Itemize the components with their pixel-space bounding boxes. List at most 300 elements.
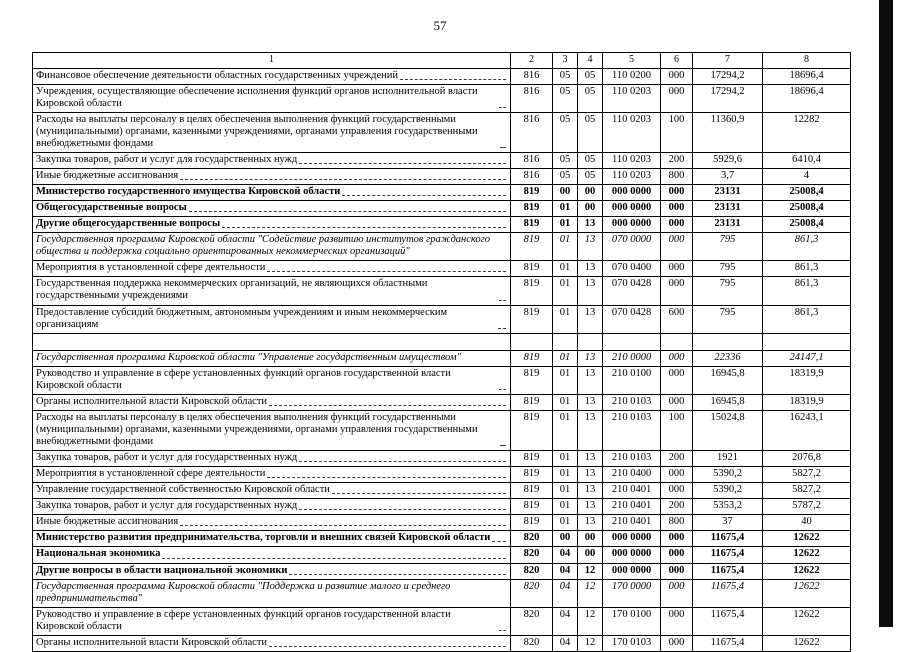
row-value-cell: 861,3	[763, 233, 851, 261]
row-value-cell: 13	[578, 410, 603, 450]
row-value-cell: 18319,9	[763, 394, 851, 410]
row-value-cell: 820	[511, 607, 553, 635]
table-row	[33, 201, 851, 217]
row-value-cell: 4	[763, 168, 851, 184]
row-value-cell: 00	[578, 547, 603, 563]
row-name-cell	[33, 233, 511, 261]
table-row	[33, 635, 851, 651]
row-value-cell: 070 0428	[603, 305, 661, 333]
row-value-cell: 5353,2	[693, 499, 763, 515]
row-value-cell: 819	[511, 483, 553, 499]
row-value-cell: 12622	[763, 607, 851, 635]
table-row	[33, 607, 851, 635]
row-value-cell: 819	[511, 277, 553, 305]
row-name-text: Управление государственной собственностью Кировской области	[36, 484, 330, 496]
row-value-cell: 01	[553, 366, 578, 394]
row-value-cell	[693, 333, 763, 350]
table-row	[33, 531, 851, 547]
row-value-cell: 04	[553, 563, 578, 579]
column-header: 4	[578, 53, 603, 69]
row-value-cell	[603, 333, 661, 350]
row-value-cell: 13	[578, 233, 603, 261]
dash-leader	[492, 532, 506, 542]
row-value-cell: 816	[511, 84, 553, 112]
row-value-cell: 819	[511, 467, 553, 483]
column-header: 5	[603, 53, 661, 69]
dash-leader	[269, 637, 506, 647]
row-value-cell: 05	[578, 152, 603, 168]
row-value-cell: 000	[661, 233, 693, 261]
table-row	[33, 217, 851, 233]
row-value-cell: 000	[661, 483, 693, 499]
row-value-cell: 12	[578, 579, 603, 607]
row-value-cell: 11675,4	[693, 579, 763, 607]
row-value-cell: 819	[511, 185, 553, 201]
row-name-text: Государственная программа Кировской области "Содействие развитию институтов гражданского общества и поддержка социально ориентированных некоммерческих организаций"	[36, 234, 491, 258]
row-value-cell: 01	[553, 261, 578, 277]
row-value-cell: 820	[511, 531, 553, 547]
row-name-cell	[33, 410, 511, 450]
row-value-cell: 16945,8	[693, 366, 763, 394]
row-name-text: Другие вопросы в области национальной экономики	[36, 564, 288, 576]
row-value-cell: 13	[578, 350, 603, 366]
row-value-cell: 816	[511, 152, 553, 168]
row-name-text: Общегосударственные вопросы	[36, 202, 187, 214]
row-value-cell: 819	[511, 515, 553, 531]
row-name-cell	[33, 217, 511, 233]
row-value-cell: 820	[511, 547, 553, 563]
row-value-cell: 000 0000	[603, 531, 661, 547]
row-value-cell	[763, 333, 851, 350]
row-value-cell: 819	[511, 350, 553, 366]
row-value-cell: 00	[578, 531, 603, 547]
table-row	[33, 579, 851, 607]
row-value-cell: 04	[553, 547, 578, 563]
row-value-cell: 13	[578, 515, 603, 531]
row-name-text: Государственная поддержка некоммерческих организаций, не являющихся областными государственными учреждениями	[36, 278, 428, 302]
row-value-cell: 04	[553, 579, 578, 607]
dash-leader	[299, 500, 506, 510]
row-name-cell	[33, 451, 511, 467]
dash-leader	[499, 609, 506, 631]
row-value-cell: 12622	[763, 531, 851, 547]
row-value-cell: 000	[661, 277, 693, 305]
row-value-cell: 000	[661, 579, 693, 607]
row-value-cell: 13	[578, 217, 603, 233]
row-name-cell	[33, 68, 511, 84]
row-value-cell: 000	[661, 607, 693, 635]
row-value-cell: 12622	[763, 635, 851, 651]
table-row	[33, 499, 851, 515]
row-value-cell: 210 0000	[603, 350, 661, 366]
row-value-cell: 000	[661, 201, 693, 217]
row-value-cell: 820	[511, 579, 553, 607]
row-value-cell: 795	[693, 261, 763, 277]
row-name-text: Министерство развития предпринимательства, торговли и внешних связей Кировской области	[36, 532, 491, 544]
row-value-cell: 170 0103	[603, 635, 661, 651]
row-name-text: Расходы на выплаты персоналу в целях обеспечения выполнения функций государственными (муниципальными) органами, казенными учреждениями, органами управления государственными внебюджетными фондами	[36, 411, 478, 447]
row-value-cell: 13	[578, 483, 603, 499]
dash-leader	[499, 278, 506, 300]
row-value-cell: 01	[553, 350, 578, 366]
dash-leader	[299, 154, 506, 164]
row-value-cell: 000	[661, 261, 693, 277]
row-value-cell: 070 0400	[603, 261, 661, 277]
row-name-text: Органы исполнительной власти Кировской области	[36, 395, 268, 407]
row-value-cell: 2076,8	[763, 451, 851, 467]
scan-artifact-bar	[879, 0, 893, 627]
row-value-cell: 12282	[763, 112, 851, 152]
row-value-cell: 210 0103	[603, 394, 661, 410]
row-value-cell	[553, 333, 578, 350]
row-value-cell: 05	[578, 168, 603, 184]
row-value-cell: 01	[553, 467, 578, 483]
row-value-cell: 210 0401	[603, 515, 661, 531]
row-name-cell	[33, 563, 511, 579]
row-value-cell: 17294,2	[693, 68, 763, 84]
row-value-cell: 18696,4	[763, 68, 851, 84]
table-row	[33, 563, 851, 579]
row-name-cell	[33, 531, 511, 547]
row-value-cell: 04	[553, 607, 578, 635]
row-value-cell: 170 0100	[603, 607, 661, 635]
table-row	[33, 333, 851, 350]
row-value-cell: 05	[553, 152, 578, 168]
row-value-cell: 200	[661, 152, 693, 168]
row-value-cell: 819	[511, 217, 553, 233]
row-name-cell	[33, 467, 511, 483]
row-name-cell	[33, 547, 511, 563]
row-value-cell: 210 0103	[603, 451, 661, 467]
row-value-cell: 6410,4	[763, 152, 851, 168]
row-value-cell: 000	[661, 531, 693, 547]
dash-leader	[180, 170, 506, 180]
row-value-cell: 00	[578, 201, 603, 217]
row-value-cell: 16243,1	[763, 410, 851, 450]
row-value-cell: 000 0000	[603, 547, 661, 563]
row-value-cell: 13	[578, 467, 603, 483]
row-value-cell: 01	[553, 515, 578, 531]
row-value-cell: 00	[578, 185, 603, 201]
row-value-cell: 070 0428	[603, 277, 661, 305]
row-value-cell: 5390,2	[693, 467, 763, 483]
row-value-cell: 18319,9	[763, 366, 851, 394]
row-value-cell: 01	[553, 483, 578, 499]
row-value-cell: 819	[511, 410, 553, 450]
row-value-cell: 37	[693, 515, 763, 531]
row-value-cell: 23131	[693, 217, 763, 233]
row-value-cell: 11675,4	[693, 531, 763, 547]
row-name-text: Иные бюджетные ассигнования	[36, 516, 179, 528]
row-value-cell: 000	[661, 350, 693, 366]
column-header: 7	[693, 53, 763, 69]
row-name-text: Национальная экономика	[36, 548, 161, 560]
dash-leader	[162, 548, 506, 558]
row-name-text: Закупка товаров, работ и услуг для государственных нужд	[36, 500, 298, 512]
row-name-cell	[33, 277, 511, 305]
row-value-cell: 01	[553, 305, 578, 333]
row-value-cell: 11675,4	[693, 563, 763, 579]
row-value-cell: 110 0203	[603, 84, 661, 112]
table-row	[33, 483, 851, 499]
row-value-cell: 3,7	[693, 168, 763, 184]
row-value-cell: 24147,1	[763, 350, 851, 366]
row-value-cell: 100	[661, 112, 693, 152]
column-header: 2	[511, 53, 553, 69]
dash-leader	[332, 484, 506, 494]
row-value-cell: 05	[553, 84, 578, 112]
row-value-cell: 5929,6	[693, 152, 763, 168]
table-row	[33, 305, 851, 333]
table-row	[33, 515, 851, 531]
row-value-cell: 000 0000	[603, 201, 661, 217]
dash-leader	[499, 368, 506, 390]
row-value-cell: 861,3	[763, 277, 851, 305]
row-value-cell: 000 0000	[603, 563, 661, 579]
row-value-cell: 22336	[693, 350, 763, 366]
row-value-cell: 000	[661, 394, 693, 410]
row-value-cell: 13	[578, 499, 603, 515]
row-value-cell: 1921	[693, 451, 763, 467]
row-value-cell: 819	[511, 366, 553, 394]
row-value-cell: 05	[553, 168, 578, 184]
row-name-text: Расходы на выплаты персоналу в целях обеспечения выполнения функций государственными (муниципальными) органами, казенными учреждениями, органами управления государственными внебюджетными фондами	[36, 113, 478, 149]
row-name-cell	[33, 112, 511, 152]
row-name-cell	[33, 168, 511, 184]
row-value-cell: 170 0000	[603, 579, 661, 607]
table-row	[33, 394, 851, 410]
row-value-cell: 110 0203	[603, 152, 661, 168]
row-value-cell: 816	[511, 168, 553, 184]
row-value-cell: 819	[511, 305, 553, 333]
row-value-cell: 000	[661, 635, 693, 651]
row-value-cell: 01	[553, 201, 578, 217]
row-value-cell: 01	[553, 394, 578, 410]
table-row	[33, 261, 851, 277]
table-row	[33, 467, 851, 483]
row-value-cell: 861,3	[763, 261, 851, 277]
row-name-text: Финансовое обеспечение деятельности областных государственных учреждений	[36, 69, 399, 81]
row-value-cell: 5827,2	[763, 467, 851, 483]
column-header: 8	[763, 53, 851, 69]
row-value-cell: 000	[661, 547, 693, 563]
row-value-cell: 13	[578, 451, 603, 467]
row-value-cell: 800	[661, 515, 693, 531]
row-value-cell: 05	[553, 112, 578, 152]
row-value-cell: 17294,2	[693, 84, 763, 112]
row-value-cell	[661, 333, 693, 350]
row-value-cell: 110 0203	[603, 168, 661, 184]
dash-leader	[500, 412, 506, 446]
row-name-text: Государственная программа Кировской области "Управление государственным имуществом"	[36, 351, 461, 363]
row-name-text: Учреждения, осуществляющие обеспечение исполнения функций органов исполнительной власти Кировской области	[36, 85, 478, 109]
row-value-cell: 01	[553, 451, 578, 467]
table-row	[33, 185, 851, 201]
row-name-text: Закупка товаров, работ и услуг для государственных нужд	[36, 452, 298, 464]
table-row	[33, 366, 851, 394]
row-value-cell: 000	[661, 68, 693, 84]
row-name-cell	[33, 152, 511, 168]
row-value-cell: 00	[553, 185, 578, 201]
table-body	[33, 68, 851, 651]
row-name-text: Руководство и управление в сфере установленных функций органов государственной власти Кировской области	[36, 608, 451, 632]
row-name-text: Мероприятия в установленной сфере деятельности	[36, 468, 266, 480]
row-value-cell: 820	[511, 635, 553, 651]
row-value-cell: 40	[763, 515, 851, 531]
row-value-cell: 01	[553, 410, 578, 450]
row-value-cell: 819	[511, 451, 553, 467]
row-value-cell: 13	[578, 366, 603, 394]
table-row	[33, 410, 851, 450]
row-value-cell: 110 0203	[603, 112, 661, 152]
row-value-cell: 000 0000	[603, 217, 661, 233]
table-row	[33, 112, 851, 152]
table-header	[33, 53, 851, 69]
row-value-cell: 01	[553, 217, 578, 233]
row-value-cell: 000	[661, 563, 693, 579]
row-value-cell: 13	[578, 261, 603, 277]
table-row	[33, 233, 851, 261]
dash-leader	[189, 202, 506, 212]
row-name-cell	[33, 84, 511, 112]
row-value-cell: 00	[553, 531, 578, 547]
row-value-cell: 200	[661, 451, 693, 467]
row-value-cell: 12	[578, 635, 603, 651]
row-value-cell: 13	[578, 394, 603, 410]
row-value-cell: 819	[511, 499, 553, 515]
row-value-cell: 25008,4	[763, 201, 851, 217]
budget-table	[32, 52, 851, 652]
table-row	[33, 277, 851, 305]
row-name-cell	[33, 483, 511, 499]
row-value-cell: 210 0100	[603, 366, 661, 394]
row-value-cell: 100	[661, 410, 693, 450]
row-value-cell	[578, 333, 603, 350]
row-value-cell: 05	[578, 84, 603, 112]
row-value-cell: 820	[511, 563, 553, 579]
row-value-cell: 819	[511, 261, 553, 277]
row-name-cell	[33, 305, 511, 333]
row-value-cell: 000 0000	[603, 185, 661, 201]
row-value-cell	[511, 333, 553, 350]
row-value-cell: 11675,4	[693, 635, 763, 651]
row-value-cell: 000	[661, 467, 693, 483]
table-row	[33, 168, 851, 184]
row-value-cell: 819	[511, 201, 553, 217]
row-value-cell: 16945,8	[693, 394, 763, 410]
dash-leader	[500, 114, 506, 148]
row-value-cell: 11360,9	[693, 112, 763, 152]
dash-leader	[498, 307, 506, 329]
page-number: 57	[433, 18, 447, 33]
row-value-cell: 000	[661, 217, 693, 233]
row-value-cell: 13	[578, 277, 603, 305]
column-header: 3	[553, 53, 578, 69]
row-value-cell: 23131	[693, 201, 763, 217]
dash-leader	[342, 186, 506, 196]
row-value-cell: 795	[693, 277, 763, 305]
row-value-cell: 04	[553, 635, 578, 651]
dash-leader	[400, 70, 506, 80]
row-value-cell: 15024,8	[693, 410, 763, 450]
row-value-cell: 210 0401	[603, 499, 661, 515]
row-value-cell: 01	[553, 233, 578, 261]
row-value-cell: 795	[693, 305, 763, 333]
row-value-cell: 18696,4	[763, 84, 851, 112]
row-value-cell: 05	[578, 68, 603, 84]
row-name-cell	[33, 394, 511, 410]
row-name-text: Иные бюджетные ассигнования	[36, 169, 179, 181]
row-value-cell: 05	[578, 112, 603, 152]
row-value-cell: 000	[661, 366, 693, 394]
row-value-cell: 800	[661, 168, 693, 184]
row-name-cell	[33, 607, 511, 635]
row-value-cell: 816	[511, 68, 553, 84]
row-value-cell: 795	[693, 233, 763, 261]
row-value-cell: 110 0200	[603, 68, 661, 84]
row-value-cell: 600	[661, 305, 693, 333]
row-value-cell: 861,3	[763, 305, 851, 333]
row-value-cell: 01	[553, 277, 578, 305]
row-value-cell: 819	[511, 394, 553, 410]
row-value-cell: 070 0000	[603, 233, 661, 261]
row-value-cell: 13	[578, 305, 603, 333]
dash-leader	[269, 396, 506, 406]
row-name-cell	[33, 515, 511, 531]
row-value-cell: 23131	[693, 185, 763, 201]
row-value-cell: 000	[661, 185, 693, 201]
row-value-cell: 12	[578, 607, 603, 635]
row-value-cell: 12	[578, 563, 603, 579]
row-value-cell: 816	[511, 112, 553, 152]
column-header: 6	[661, 53, 693, 69]
row-name-cell	[33, 499, 511, 515]
row-value-cell: 25008,4	[763, 217, 851, 233]
dash-leader	[180, 516, 506, 526]
row-name-text: Государственная программа Кировской области "Поддержка и развитие малого и среднего предпринимательства"	[36, 580, 451, 604]
row-value-cell: 210 0103	[603, 410, 661, 450]
row-name-cell	[33, 350, 511, 366]
row-value-cell: 12622	[763, 563, 851, 579]
table-row	[33, 84, 851, 112]
row-value-cell: 11675,4	[693, 607, 763, 635]
dash-leader	[222, 218, 506, 228]
table-row	[33, 68, 851, 84]
row-name-cell	[33, 366, 511, 394]
row-value-cell: 000	[661, 84, 693, 112]
row-name-text: Министерство государственного имущества Кировской области	[36, 186, 341, 197]
row-name-text: Органы исполнительной власти Кировской области	[36, 636, 268, 648]
row-name-cell	[33, 333, 511, 350]
table-row	[33, 547, 851, 563]
row-name-text: Руководство и управление в сфере установленных функций органов государственной власти Кировской области	[36, 367, 451, 391]
row-value-cell: 05	[553, 68, 578, 84]
row-value-cell: 11675,4	[693, 547, 763, 563]
row-name-text: Закупка товаров, работ и услуг для государственных нужд	[36, 153, 298, 165]
row-value-cell: 200	[661, 499, 693, 515]
dash-leader	[289, 565, 506, 575]
dash-leader	[267, 468, 506, 478]
row-name-cell	[33, 635, 511, 651]
row-name-cell	[33, 261, 511, 277]
table-row	[33, 451, 851, 467]
row-value-cell: 210 0400	[603, 467, 661, 483]
row-name-cell	[33, 201, 511, 217]
row-name-text: Предоставление субсидий бюджетным, автономным учреждениям и иным некоммерческим организациям	[36, 306, 448, 330]
row-value-cell: 5827,2	[763, 483, 851, 499]
row-value-cell: 12622	[763, 547, 851, 563]
dash-leader	[499, 86, 506, 108]
